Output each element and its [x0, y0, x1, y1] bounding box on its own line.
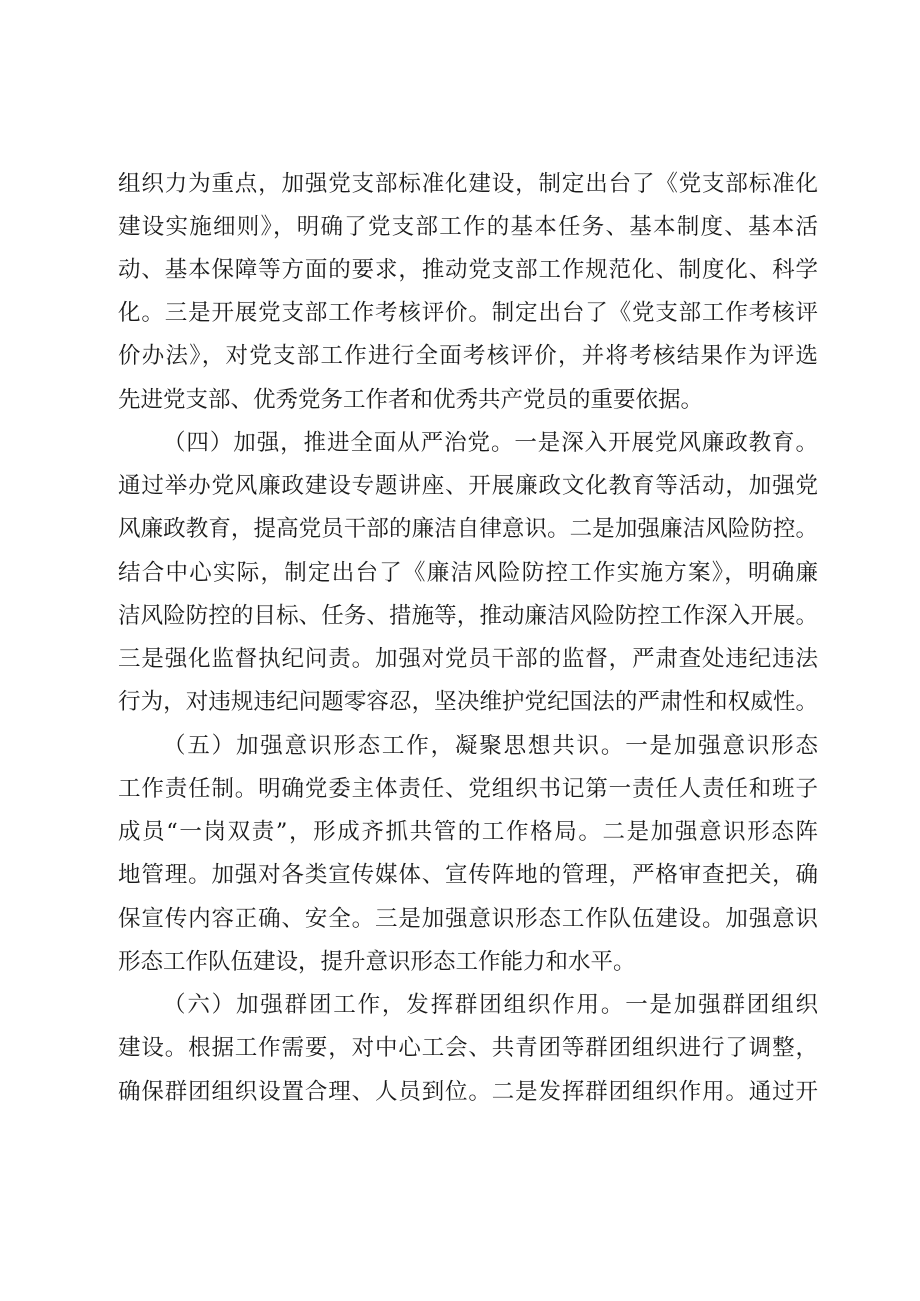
text-line: 组织力为重点，加强党支部标准化建设，制定出台了《党支部标准化: [118, 171, 818, 197]
text-line: 建设。根据工作需要，对中心工会、共青团等群团组织进行了调整，: [118, 1035, 818, 1061]
text-line: 地管理。加强对各类宣传媒体、宣传阵地的管理，严格审查把关，确: [118, 862, 818, 888]
text-line: 行为，对违规违纪问题零容忍，坚决维护党纪国法的严肃性和权威性。: [118, 689, 818, 715]
text-line: 成员“一岗双责”，形成齐抓共管的工作格局。二是加强意识形态阵: [118, 819, 818, 845]
text-line: 建设实施细则》，明确了党支部工作的基本任务、基本制度、基本活: [118, 214, 818, 240]
text-line: 通过举办党风廉政建设专题讲座、开展廉政文化教育等活动，加强党: [118, 473, 818, 499]
text-line: 三是强化监督执纪问责。加强对党员干部的监督，严肃查处违纪违法: [118, 646, 818, 672]
text-line: 风廉政教育，提高党员干部的廉洁自律意识。二是加强廉洁风险防控。: [118, 516, 818, 542]
section-heading-5: （五）加强意识形态工作，凝聚思想共识。一是加强意识形态: [163, 733, 818, 759]
text-line: 保宣传内容正确、安全。三是加强意识形态工作队伍建设。加强意识: [118, 906, 818, 932]
text-line: 先进党支部、优秀党务工作者和优秀共产党员的重要依据。: [118, 387, 704, 413]
text-line: 化。三是开展党支部工作考核评价。制定出台了《党支部工作考核评: [118, 300, 818, 326]
text-line: 形态工作队伍建设，提升意识形态工作能力和水平。: [118, 949, 636, 975]
text-line: 工作责任制。明确党委主体责任、党组织书记第一责任人责任和班子: [118, 776, 818, 802]
text-line: 洁风险防控的目标、任务、措施等，推动廉洁风险防控工作深入开展。: [118, 603, 818, 629]
text-line: 价办法》，对党支部工作进行全面考核评价，并将考核结果作为评选: [118, 343, 818, 369]
text-line: 确保群团组织设置合理、人员到位。二是发挥群团组织作用。通过开: [118, 1079, 818, 1105]
text-line: 结合中心实际，制定出台了《廉洁风险防控工作实施方案》，明确廉: [118, 560, 818, 586]
section-heading-6: （六）加强群团工作，发挥群团组织作用。一是加强群团组织: [163, 992, 818, 1018]
section-heading-4: （四）加强，推进全面从严治党。一是深入开展党风廉政教育。: [163, 430, 818, 456]
text-line: 动、基本保障等方面的要求，推动党支部工作规范化、制度化、科学: [118, 257, 818, 283]
